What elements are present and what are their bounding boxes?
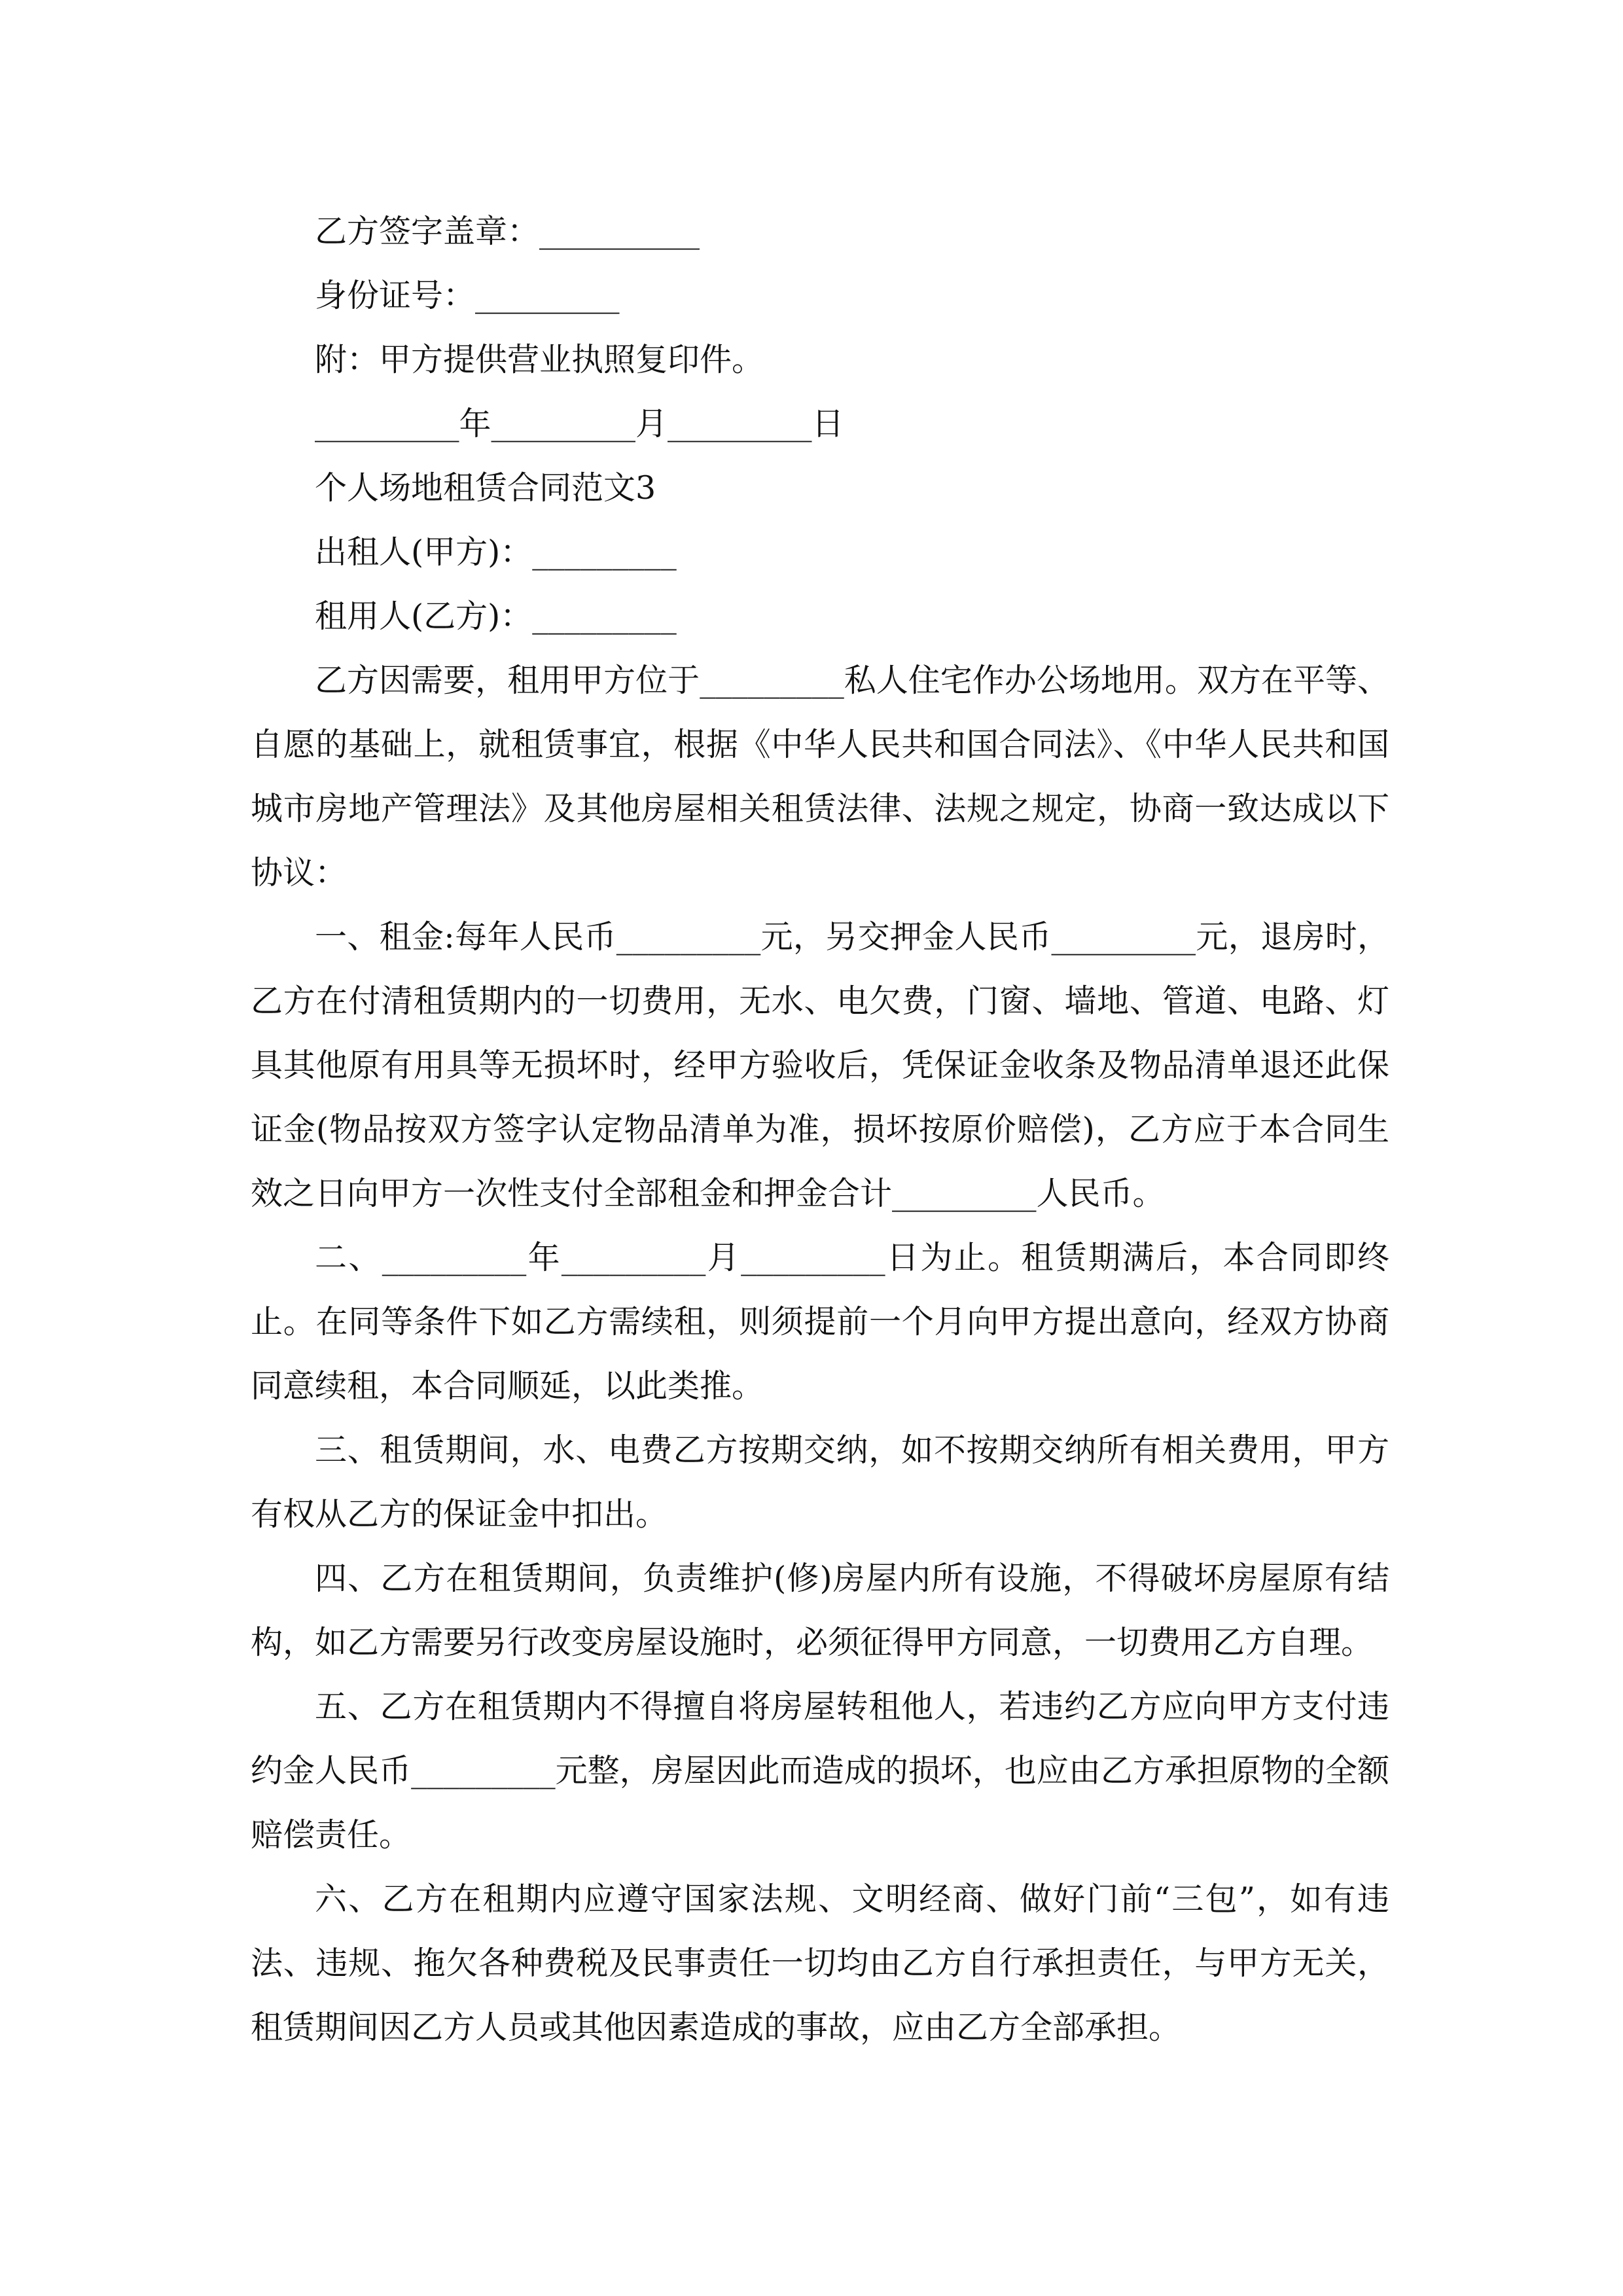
party-b-signature-line: 乙方签字盖章：__________ <box>315 213 700 250</box>
id-number-line: 身份证号：_________ <box>315 277 620 314</box>
clause-3-utilities: 三、租赁期间，水、电费乙方按期交纳，如不按期交纳所有相关费用，甲方有权从乙方的保证金中扣出。 <box>251 1431 1389 1533</box>
preamble-paragraph: 乙方因需要，租用甲方位于_________私人住宅作办公场地用。双方在平等、自愿的基础上，就租赁事宜，根据《中华人民共和国合同法》、《中华人民共和国城市房地产管理法》及其他房屋相关租赁法律、法规之规定，协商一致达成以下协议： <box>251 662 1389 891</box>
lessor-line: 出租人(甲方)：_________ <box>315 533 677 571</box>
lessee-line: 租用人(乙方)：_________ <box>315 598 677 635</box>
date-line: _________年_________月_________日 <box>315 405 844 442</box>
section-title: 个人场地租赁合同范文3 <box>315 469 656 507</box>
clause-4-maintenance: 四、乙方在租赁期间，负责维护(修)房屋内所有设施，不得破坏房屋原有结构，如乙方需要另行改变房屋设施时，必须征得甲方同意，一切费用乙方自理。 <box>251 1560 1389 1661</box>
clause-1-rent: 一、租金:每年人民币_________元，另交押金人民币_________元，退房时，乙方在付清租赁期内的一切费用，无水、电欠费，门窗、墙地、管道、电路、灯具其他原有用具等无损坏时，经甲方验收后，凭保证金收条及物品清单退还此保证金(物品按双方签字认定物品清单为准，损坏按原价赔偿)，乙方应于本合同生效之日向甲方一次性支付全部租金和押金合计_________人民币。 <box>251 918 1390 1212</box>
clause-6-compliance: 六、乙方在租期内应遵守国家法规、文明经商、做好门前“三包”，如有违法、违规、拖欠各种费税及民事责任一切均由乙方自行承担责任，与甲方无关，租赁期间因乙方人员或其他因素造成的事故，应由乙方全部承担。 <box>251 1880 1389 2046</box>
document-page <box>251 200 1389 2060</box>
clause-5-sublease: 五、乙方在租赁期内不得擅自将房屋转租他人，若违约乙方应向甲方支付违约金人民币_________元整，房屋因此而造成的损坏，也应由乙方承担原物的全额赔偿责任。 <box>251 1688 1389 1854</box>
attachment-note: 附：甲方提供营业执照复印件。 <box>315 341 764 378</box>
clause-2-term: 二、_________年_________月_________日为止。租赁期满后，本合同即终止。在同等条件下如乙方需续租，则须提前一个月向甲方提出意向，经双方协商同意续租，本合同顺延，以此类推。 <box>251 1239 1389 1405</box>
